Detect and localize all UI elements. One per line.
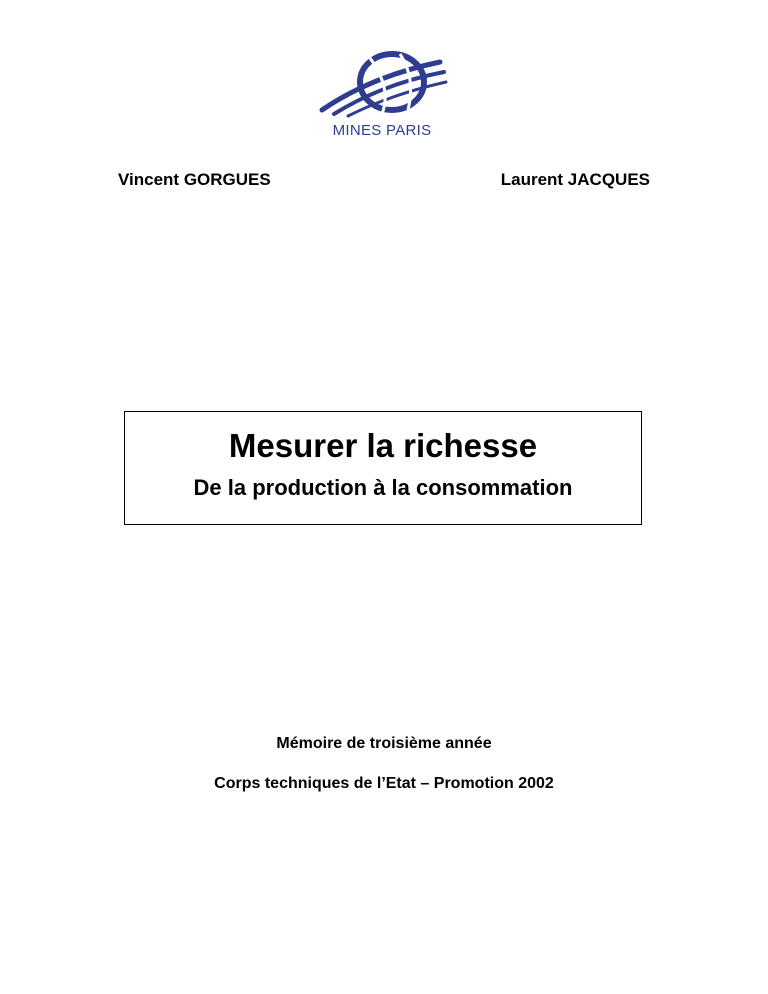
- author-1: Vincent GORGUES: [118, 170, 271, 189]
- page-title: Mesurer la richesse: [228, 427, 538, 464]
- memoir-label: Mémoire de troisième année: [276, 735, 492, 752]
- author-2: Laurent JACQUES: [500, 170, 650, 189]
- promotion-label: Corps techniques de l’Etat – Promotion 2002: [214, 775, 554, 792]
- mines-paris-logo: [312, 48, 452, 144]
- logo-text: MINES PARIS: [332, 122, 432, 139]
- title-box: [124, 411, 642, 525]
- mines-paris-logo-icon: [312, 48, 452, 120]
- page-subtitle: De la production à la consommation: [193, 475, 573, 500]
